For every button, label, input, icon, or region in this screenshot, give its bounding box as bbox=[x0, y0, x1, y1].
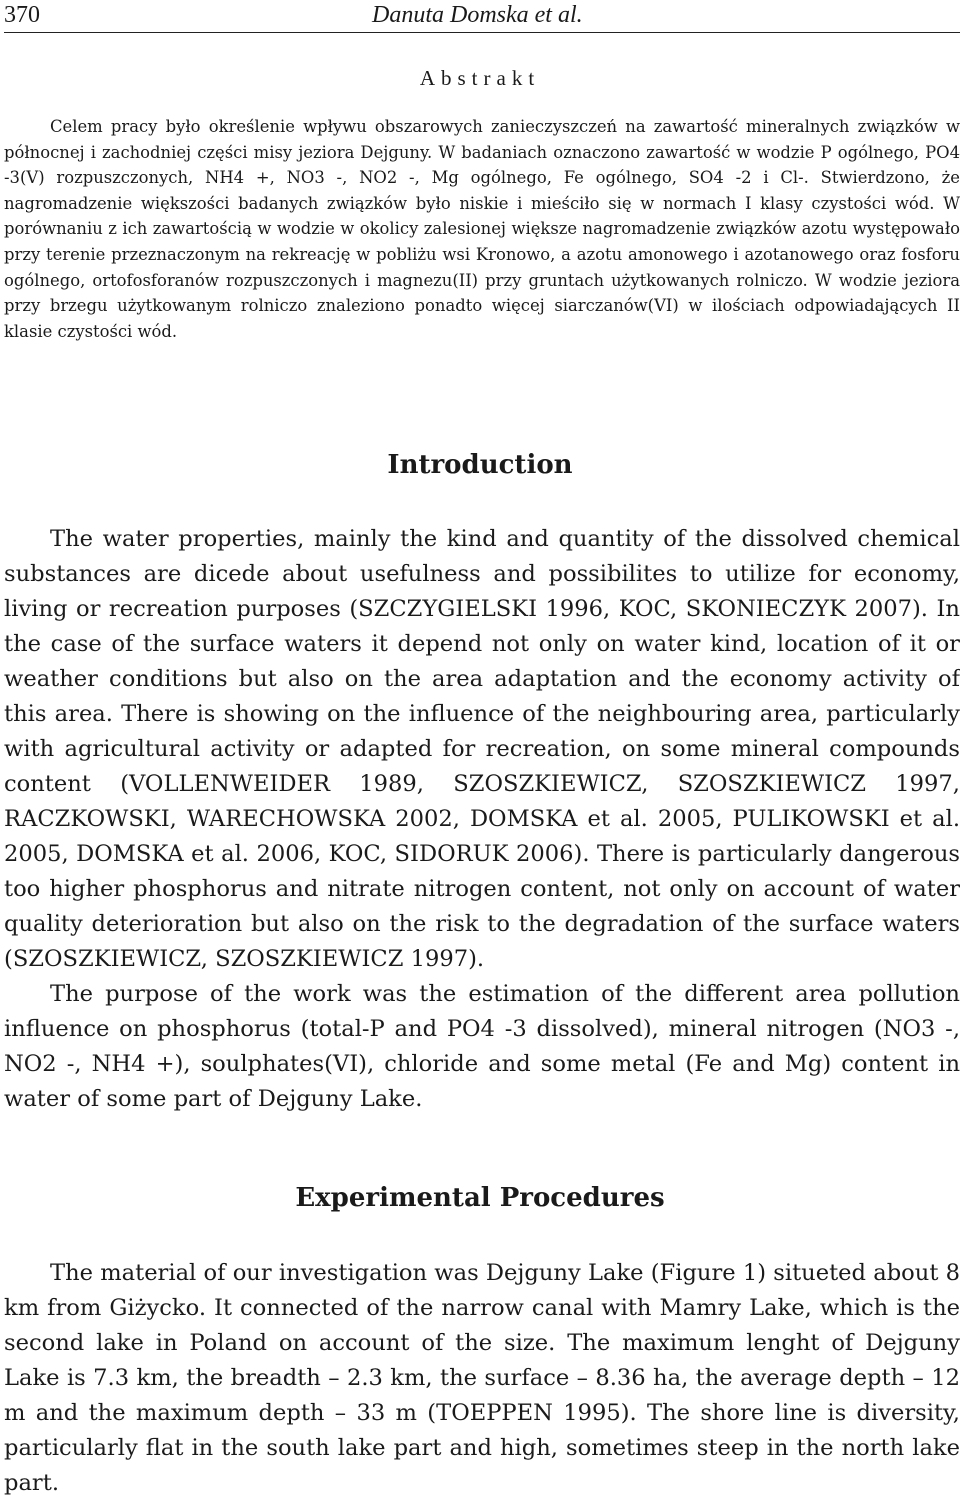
abstract-body bbox=[4, 114, 960, 344]
abstract-heading: Abstrakt bbox=[419, 66, 541, 90]
introduction-paragraph-2: The purpose of the work was the estimation of the different area pollution influence on phosphorus (total-P and PO4 -3 dissolved), mineral nitrogen (NO3 -, NO2 -, NH4 +), soulphates(VI), chloride and some metal (Fe and Mg) content in water of some part of Dejguny Lake. bbox=[4, 981, 960, 1112]
abstract-paragraph: Celem pracy było określenie wpływu obszarowych zanieczyszczeń na zawartość mineralnych związków w północnej i zachodniej części misy jeziora Dejguny. W badaniach oznaczono zawartość w wodzie P ogólnego, PO4 -3(V) rozpuszczonych, NH4 +, NO3 -, NO2 -, Mg ogólnego, Fe ogólnego, SO4 -2 i Cl-. Stwierdzono, że nagromadzenie większości badanych związków było niskie i mieściło się w normach I klasy czystości wód. W porównaniu z ich zawartością w wodzie w okolicy zalesionej większe nagromadzenie związków azotu występowało przy terenie przeznaczonym na rekreację w pobliżu wsi Kronowo, a azotu amonowego i azotanowego oraz fosforu ogólnego, ortofosforanów rozpuszczonych i magnezu(II) przy gruntach użytkowanych rolniczo. W wodzie jeziora przy brzegu użytkowanym rolniczo znaleziono ponadto więcej siarczanów(VI) w ilościach odpowiadających II klasie czystości wód. bbox=[4, 117, 960, 341]
page-number: 370 bbox=[4, 2, 40, 28]
introduction-body bbox=[4, 522, 960, 1117]
experimental-heading: Experimental Procedures bbox=[295, 1183, 665, 1213]
experimental-body bbox=[4, 1256, 960, 1501]
running-header bbox=[4, 0, 960, 33]
introduction-heading: Introduction bbox=[387, 450, 573, 480]
running-authors: Danuta Domska et al. bbox=[372, 2, 583, 28]
experimental-paragraph: The material of our investigation was Dejguny Lake (Figure 1) situeted about 8 km from Giżycko. It connected of the narrow canal with Mamry Lake, which is the second lake in Poland on account of the size. The maximum lenght of Dejguny Lake is 7.3 km, the breadth – 2.3 km, the surface – 8.36 ha, the average depth – 12 m and the maximum depth – 33 m (TOEPPEN 1995). The shore line is diversity, particularly flat in the south lake part and high, sometimes steep in the north lake part. bbox=[4, 1260, 960, 1496]
introduction-paragraph-1: The water properties, mainly the kind and quantity of the dissolved chemical substances are dicede about usefulness and possibilites to utilize for economy, living or recreation purposes (SZCZYGIELSKI 1996, KOC, SKONIECZYK 2007). In the case of the surface waters it depend not only on water kind, location of it or weather conditions but also on the area adaptation and the economy activity of this area. There is showing on the influence of the neighbouring area, particularly with agricultural activity or adapted for recreation, on some mineral compounds content (VOLLENWEIDER 1989, SZOSZKIEWICZ, SZOSZKIEWICZ 1997, RACZKOWSKI, WARECHOWSKA 2002, DOMSKA et al. 2005, PULIKOWSKI et al. 2005, DOMSKA et al. 2006, KOC, SIDORUK 2006). There is particularly dangerous too higher phosphorus and nitrate nitrogen content, not only on account of water quality deterioration but also on the risk to the degradation of the surface waters (SZOSZKIEWICZ, SZOSZKIEWICZ 1997). bbox=[4, 526, 960, 972]
